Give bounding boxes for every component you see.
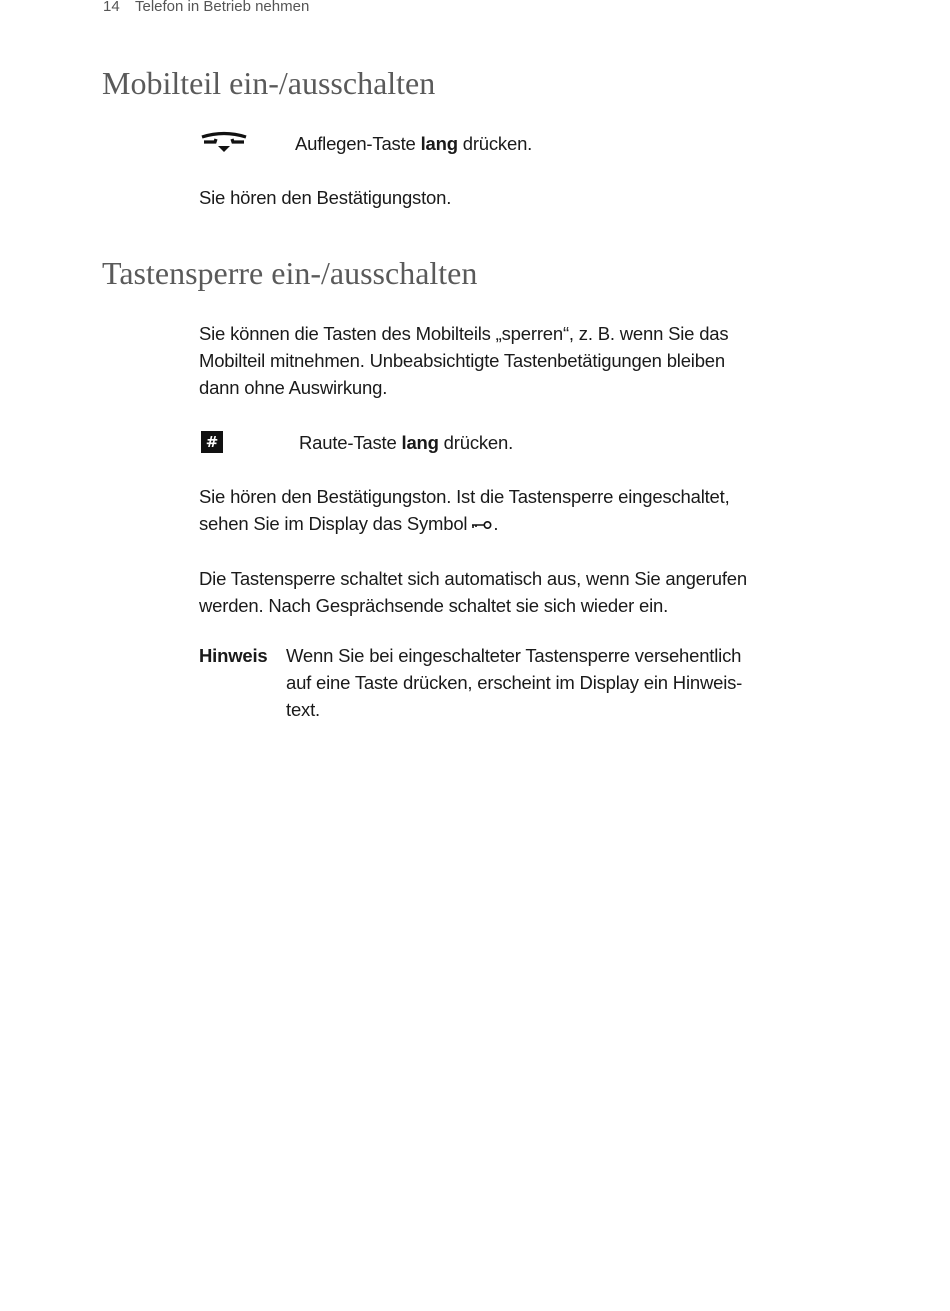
- page-number: 14: [103, 0, 120, 15]
- note-text: Wenn Sie bei eingeschalteter Tastensperre versehentlich auf eine Taste drücken, erscheint im Display ein Hinweis-text.: [286, 645, 743, 720]
- section-title-keylock: Tastensperre ein-/ausschalten: [102, 255, 478, 291]
- keylock-confirmation: Sie hören den Bestätigungston. Ist die Tastensperre eingeschaltet, sehen Sie im Display das Symbol .: [199, 486, 730, 534]
- section-title-power: Mobilteil ein-/ausschalten: [102, 65, 436, 101]
- hash-key-icon: #: [201, 431, 223, 453]
- keylock-intro: Sie können die Tasten des Mobilteils „sperren“, z. B. wenn Sie das Mobilteil mitnehmen. Unbeabsichtigte Tastenbetätigungen bleiben dann ohne Auswirkung.: [199, 323, 729, 398]
- confirmation-text-power: Sie hören den Bestätigungston.: [199, 187, 452, 208]
- emphasis-lang: lang: [420, 133, 458, 154]
- emphasis-lang: lang: [401, 432, 439, 453]
- key-lock-icon: [471, 519, 493, 531]
- hang-up-key-icon: [200, 130, 248, 154]
- chapter-title: Telefon in Betrieb nehmen: [135, 0, 310, 15]
- note-label: Hinweis: [199, 645, 268, 666]
- keylock-auto-off: Die Tastensperre schaltet sich automatisch aus, wenn Sie angerufen werden. Nach Gesprächsende schaltet sie sich wieder ein.: [199, 568, 747, 616]
- page-header: [103, 0, 309, 15]
- step-hash-key: Raute-Taste lang drücken.: [299, 432, 514, 453]
- step-hang-up: Auflegen-Taste lang drücken.: [295, 133, 533, 154]
